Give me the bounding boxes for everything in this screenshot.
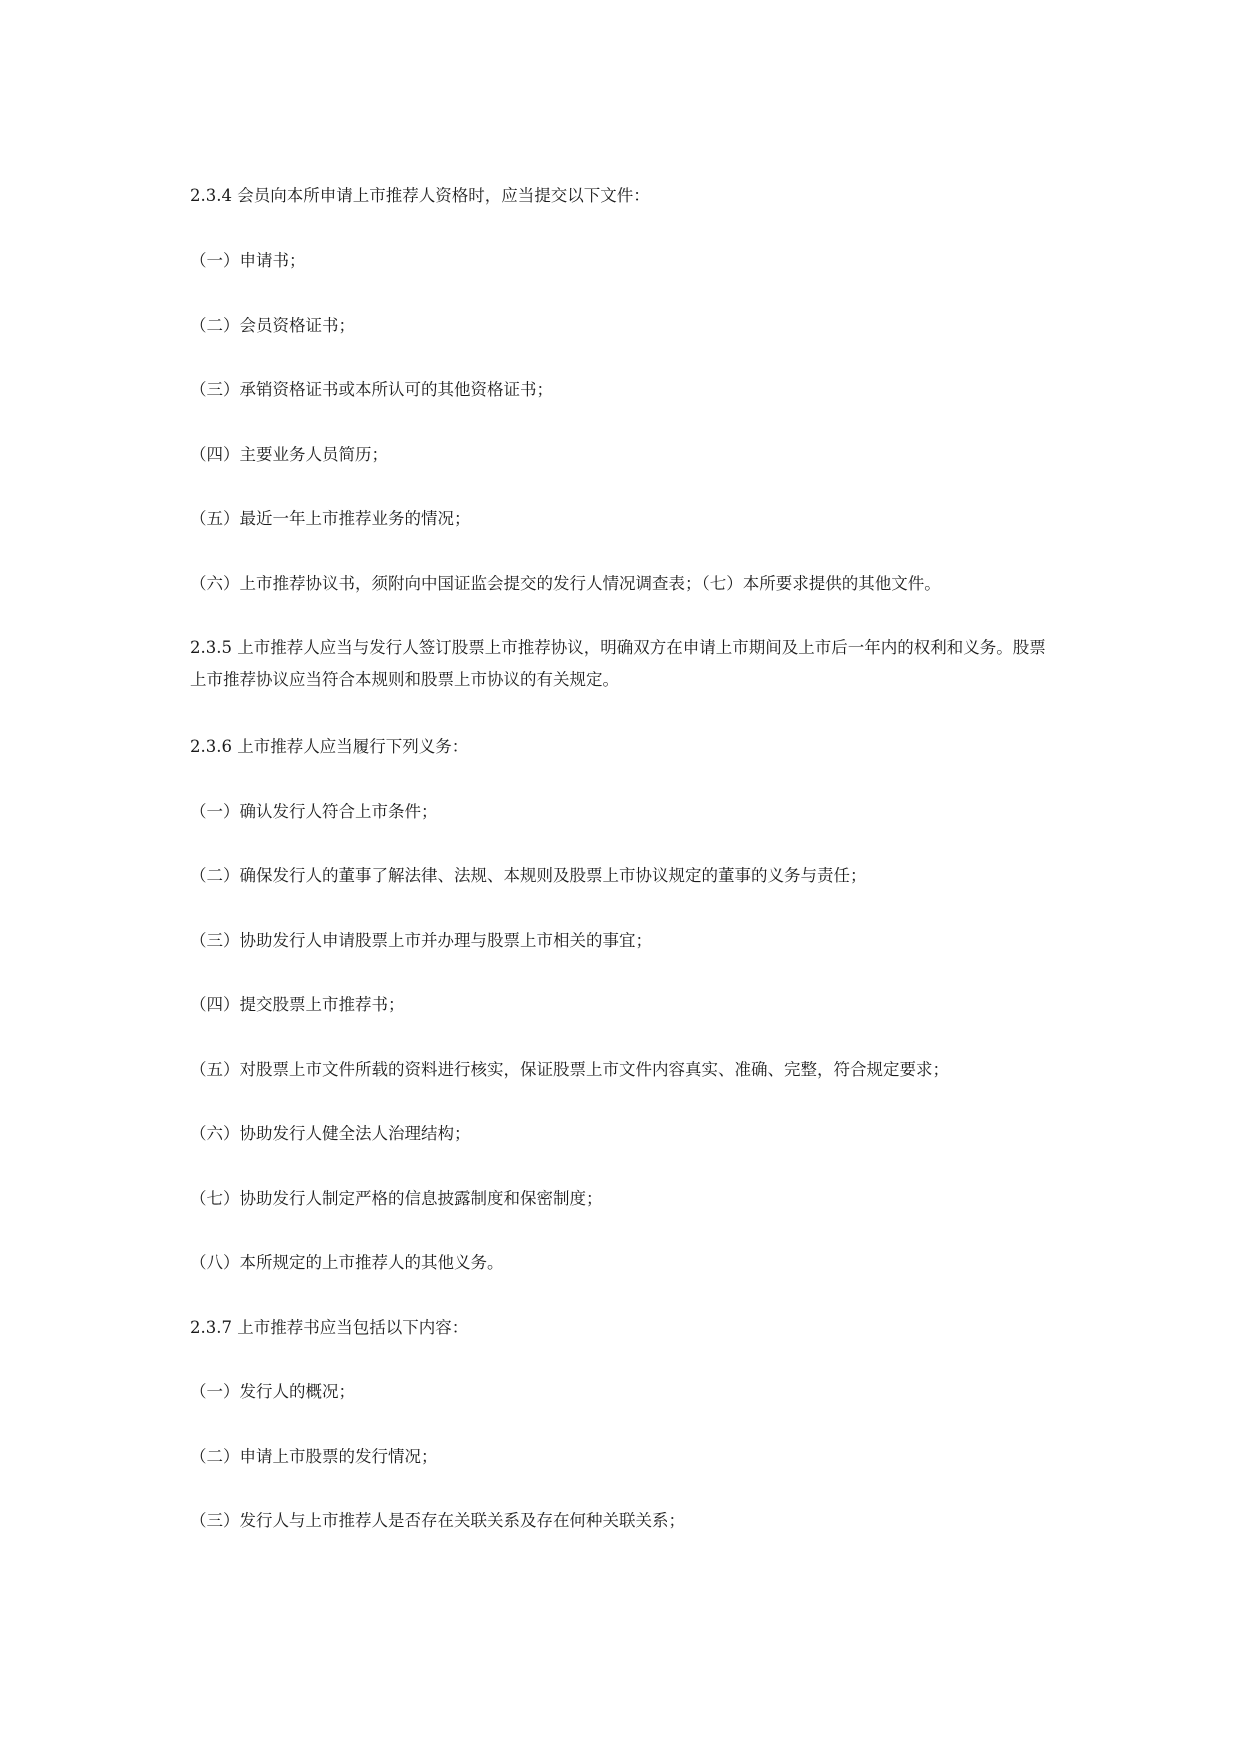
list-item: （六）协助发行人健全法人治理结构；	[190, 1124, 471, 1143]
list-item: （七）协助发行人制定严格的信息披露制度和保密制度；	[190, 1189, 603, 1208]
list-item: （一）发行人的概况；	[190, 1382, 355, 1401]
list-item: （三）承销资格证书或本所认可的其他资格证书；	[190, 380, 553, 399]
list-item: （二）会员资格证书；	[190, 316, 355, 335]
article-2-3-6-heading: 2.3.6 上市推荐人应当履行下列义务：	[190, 737, 469, 756]
list-item: （四）主要业务人员简历；	[190, 445, 388, 464]
list-item: （三）发行人与上市推荐人是否存在关联关系及存在何种关联关系；	[190, 1511, 685, 1530]
list-item: （六）上市推荐协议书，须附向中国证监会提交的发行人情况调查表；（七）本所要求提供的其他文件。	[190, 574, 941, 593]
list-item: （八）本所规定的上市推荐人的其他义务。	[190, 1253, 504, 1272]
list-item: （二）申请上市股票的发行情况；	[190, 1447, 438, 1466]
article-2-3-7-heading: 2.3.7 上市推荐书应当包括以下内容：	[190, 1318, 469, 1337]
list-item: （一）申请书；	[190, 251, 306, 270]
article-2-3-4-heading: 2.3.4 会员向本所申请上市推荐人资格时，应当提交以下文件：	[190, 186, 650, 205]
article-2-3-5-paragraph: 2.3.5 上市推荐人应当与发行人签订股票上市推荐协议，明确双方在申请上市期间及上市后一年内的权利和义务。股票上市推荐协议应当符合本规则和股票上市协议的有关规定。	[190, 638, 1046, 689]
list-item: （四）提交股票上市推荐书；	[190, 995, 405, 1014]
list-item: （三）协助发行人申请股票上市并办理与股票上市相关的事宜；	[190, 931, 652, 950]
list-item: （二）确保发行人的董事了解法律、法规、本规则及股票上市协议规定的董事的义务与责任；	[190, 866, 867, 885]
list-item: （五）最近一年上市推荐业务的情况；	[190, 509, 471, 528]
list-item: （一）确认发行人符合上市条件；	[190, 802, 438, 821]
list-item: （五）对股票上市文件所载的资料进行核实，保证股票上市文件内容真实、准确、完整，符合规定要求；	[190, 1060, 949, 1079]
